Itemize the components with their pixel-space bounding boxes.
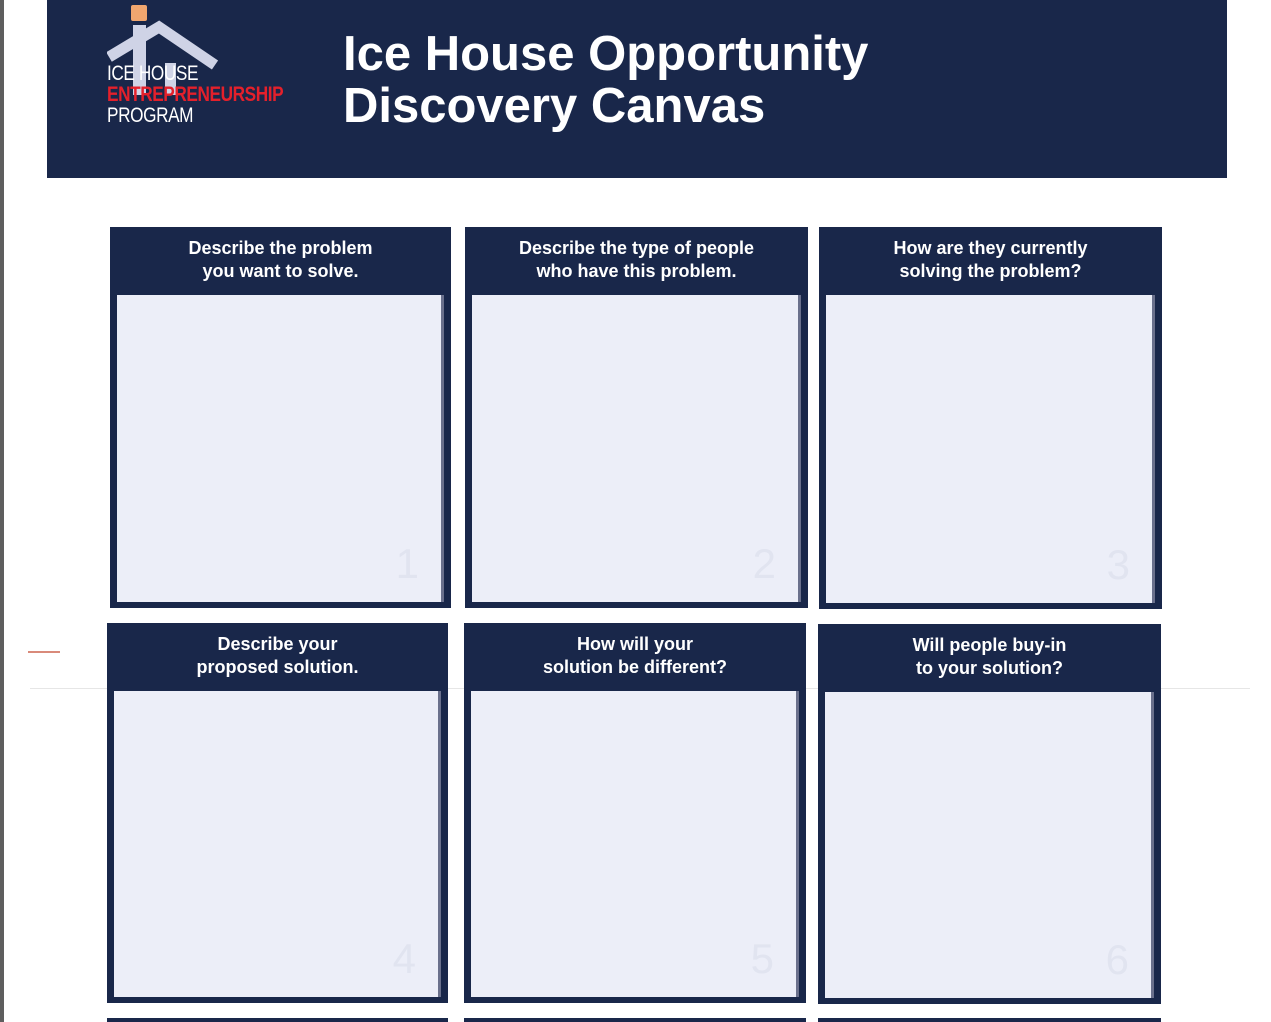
- page-title-line-2: Discovery Canvas: [343, 79, 766, 133]
- canvas-box-writing-area[interactable]: [114, 691, 441, 997]
- canvas-box-writing-area[interactable]: [826, 295, 1155, 603]
- next-row-box-edge: [818, 1018, 1161, 1022]
- page-title-line-1: Ice House Opportunity: [343, 27, 869, 81]
- logo-text-ice-house: ICE HOUSE: [107, 62, 199, 85]
- canvas-box-heading: [464, 623, 806, 689]
- canvas-box-heading: [465, 227, 808, 293]
- header-banner: [47, 0, 1227, 178]
- canvas-box-heading-text: Describe the type of people who have this problem.: [518, 238, 755, 281]
- scan-mark: [28, 651, 60, 653]
- canvas-box-heading-text: Describe your proposed solution.: [196, 634, 359, 677]
- canvas-box-current-solution: [819, 227, 1162, 609]
- next-row-box-edge: [464, 1018, 806, 1022]
- logo-text-program: PROGRAM: [107, 104, 194, 127]
- canvas-box-writing-area[interactable]: [471, 691, 799, 997]
- next-row-box-edge: [107, 1018, 448, 1022]
- canvas-box-number: 4: [392, 935, 416, 982]
- logo-dot: [131, 5, 147, 21]
- canvas-box-heading: [107, 623, 448, 689]
- canvas-box-number: 3: [1106, 541, 1130, 588]
- logo-text-entrepreneurship: ENTREPRENEURSHIP: [107, 83, 284, 106]
- page-edge: [0, 0, 4, 1022]
- canvas-box-writing-area[interactable]: [472, 295, 801, 602]
- canvas-box-heading-text: Describe the problem you want to solve.: [188, 238, 373, 281]
- canvas-box-number: 1: [395, 540, 419, 587]
- canvas-box-heading: [819, 227, 1162, 293]
- canvas-box-heading-text: How are they currently solving the problem?: [893, 238, 1088, 281]
- canvas-box-number: 5: [750, 935, 774, 982]
- canvas-box-writing-area[interactable]: [825, 692, 1154, 998]
- canvas-box-heading-text: How will your solution be different?: [543, 634, 727, 677]
- canvas-box-number: 2: [752, 540, 776, 587]
- ice-house-logo: [107, 5, 317, 135]
- canvas-box-heading-text: Will people buy-in to your solution?: [912, 635, 1067, 678]
- canvas-box-people: [465, 227, 808, 608]
- canvas-box-buy-in: [818, 624, 1161, 1004]
- page-title: [343, 28, 868, 132]
- canvas-box-proposed-solution: [107, 623, 448, 1003]
- canvas-box-heading: [818, 624, 1161, 690]
- canvas-box-number: 6: [1105, 936, 1129, 983]
- canvas-box-writing-area[interactable]: [117, 295, 444, 602]
- canvas-box-heading: [110, 227, 451, 293]
- canvas-box-problem: [110, 227, 451, 608]
- canvas-box-differentiation: [464, 623, 806, 1003]
